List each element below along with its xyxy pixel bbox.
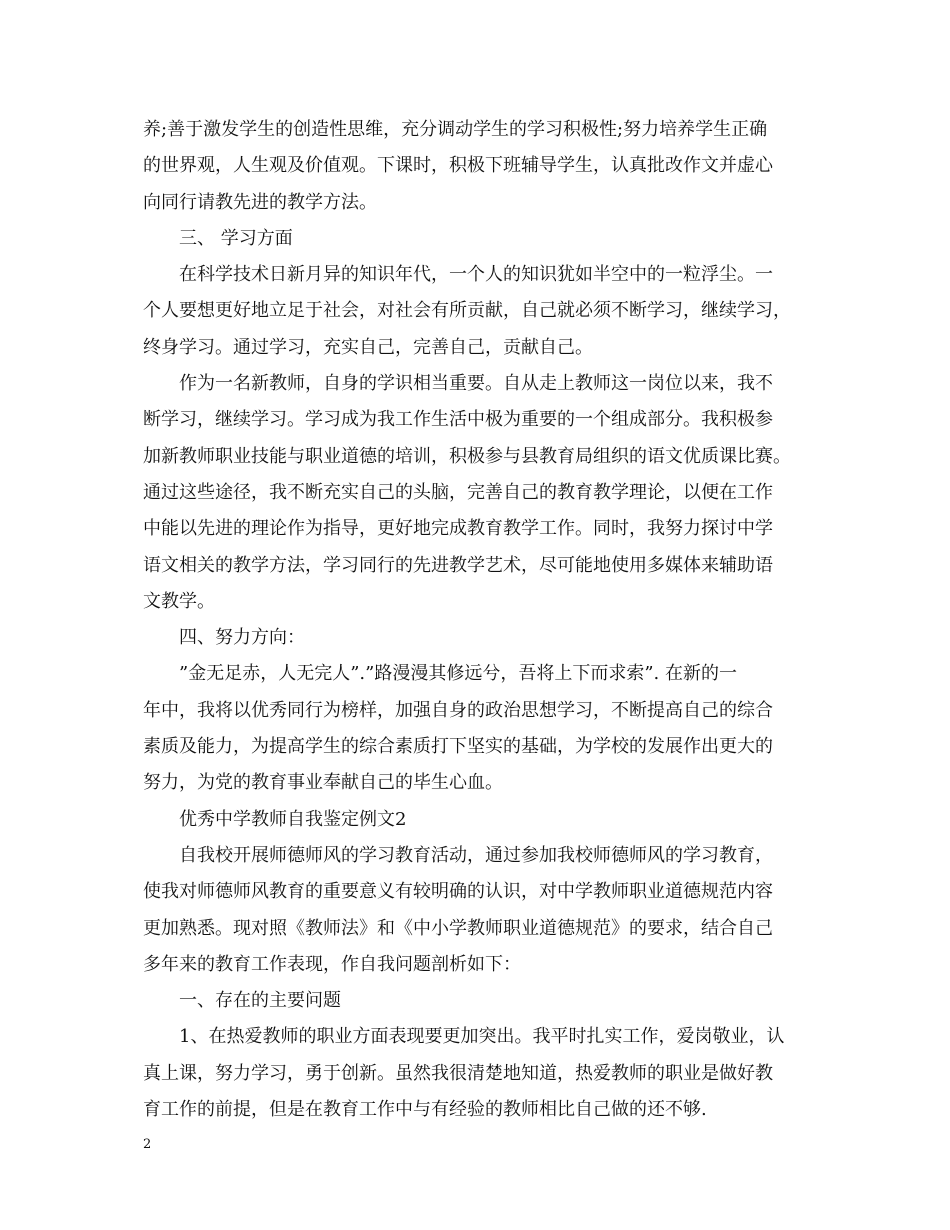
- text-line: 的世界观，人生观及价值观。下课时，积极下班辅导学生，认真批改作文并虚心: [143, 155, 773, 177]
- text-line: 一、存在的主要问题: [179, 990, 341, 1012]
- text-line: 养;善于激发学生的创造性思维，充分调动学生的学习积极性;努力培养学生正确: [143, 119, 768, 140]
- text-line: 作为一名新教师，自身的学识相当重要。自从走上教师这一岗位以来，我不: [179, 373, 773, 395]
- text-line: 1、在热爱教师的职业方面表现要更加突出。我平时扎实工作，爱岗敬业，认: [179, 1026, 785, 1048]
- text-line: 向同行请教先进的教学方法。: [143, 191, 377, 213]
- text-line: 断学习，继续学习。学习成为我工作生活中极为重要的一个组成部分。我积极参: [143, 409, 773, 431]
- text-line: 育工作的前提，但是在教育工作中与有经验的教师相比自己做的还不够.: [143, 1099, 707, 1121]
- text-line: 真上课，努力学习，勇于创新。虽然我很清楚地知道，热爱教师的职业是做好教: [143, 1062, 773, 1084]
- page-number: 2: [143, 1137, 152, 1152]
- text-line: 加新教师职业技能与职业道德的培训，积极参与县教育局组织的语文优质课比赛。: [143, 445, 791, 467]
- text-line: 中能以先进的理论作为指导，更好地完成教育教学工作。同时，我努力探讨中学: [143, 518, 773, 540]
- text-line: 优秀中学教师自我鉴定例文2: [179, 808, 407, 830]
- text-line: 年中，我将以优秀同行为榜样，加强自身的政治思想学习，不断提高自己的综合: [143, 699, 773, 721]
- document-body: [143, 112, 825, 1128]
- text-line: 文教学。: [143, 590, 215, 612]
- text-line: 终身学习。通过学习，充实自己，完善自己，贡献自己。: [143, 336, 593, 358]
- text-line: 四、努力方向：: [179, 627, 305, 649]
- text-line: 语文相关的教学方法，学习同行的先进教学艺术，尽可能地使用多媒体来辅助语: [143, 554, 773, 576]
- text-line: 在科学技术日新月异的知识年代，一个人的知识犹如半空中的一粒浮尘。一: [179, 264, 773, 286]
- text-line: 三、 学习方面: [179, 227, 293, 249]
- text-line: 素质及能力，为提高学生的综合素质打下坚实的基础，为学校的发展作出更大的: [143, 736, 773, 758]
- text-line: 努力，为党的教育事业奉献自己的毕生心血。: [143, 772, 503, 794]
- text-line: 个人要想更好地立足于社会，对社会有所贡献，自己就必须不断学习，继续学习，: [143, 300, 791, 322]
- text-line: 更加熟悉。现对照《教师法》和《中小学教师职业道德规范》的要求，结合自己: [143, 917, 773, 939]
- text-line: ”金无足赤，人无完人”.”路漫漫其修远兮，吾将上下而求索”. 在新的一: [179, 663, 737, 685]
- text-line: 通过这些途径，我不断充实自己的头脑，完善自己的教育教学理论，以便在工作: [143, 481, 773, 503]
- text-line: 使我对师德师风教育的重要意义有较明确的认识，对中学教师职业道德规范内容: [143, 881, 773, 903]
- text-line: 多年来的教育工作表现，作自我问题剖析如下：: [143, 953, 521, 975]
- text-line: 自我校开展师德师风的学习教育活动，通过参加我校师德师风的学习教育，: [179, 844, 773, 866]
